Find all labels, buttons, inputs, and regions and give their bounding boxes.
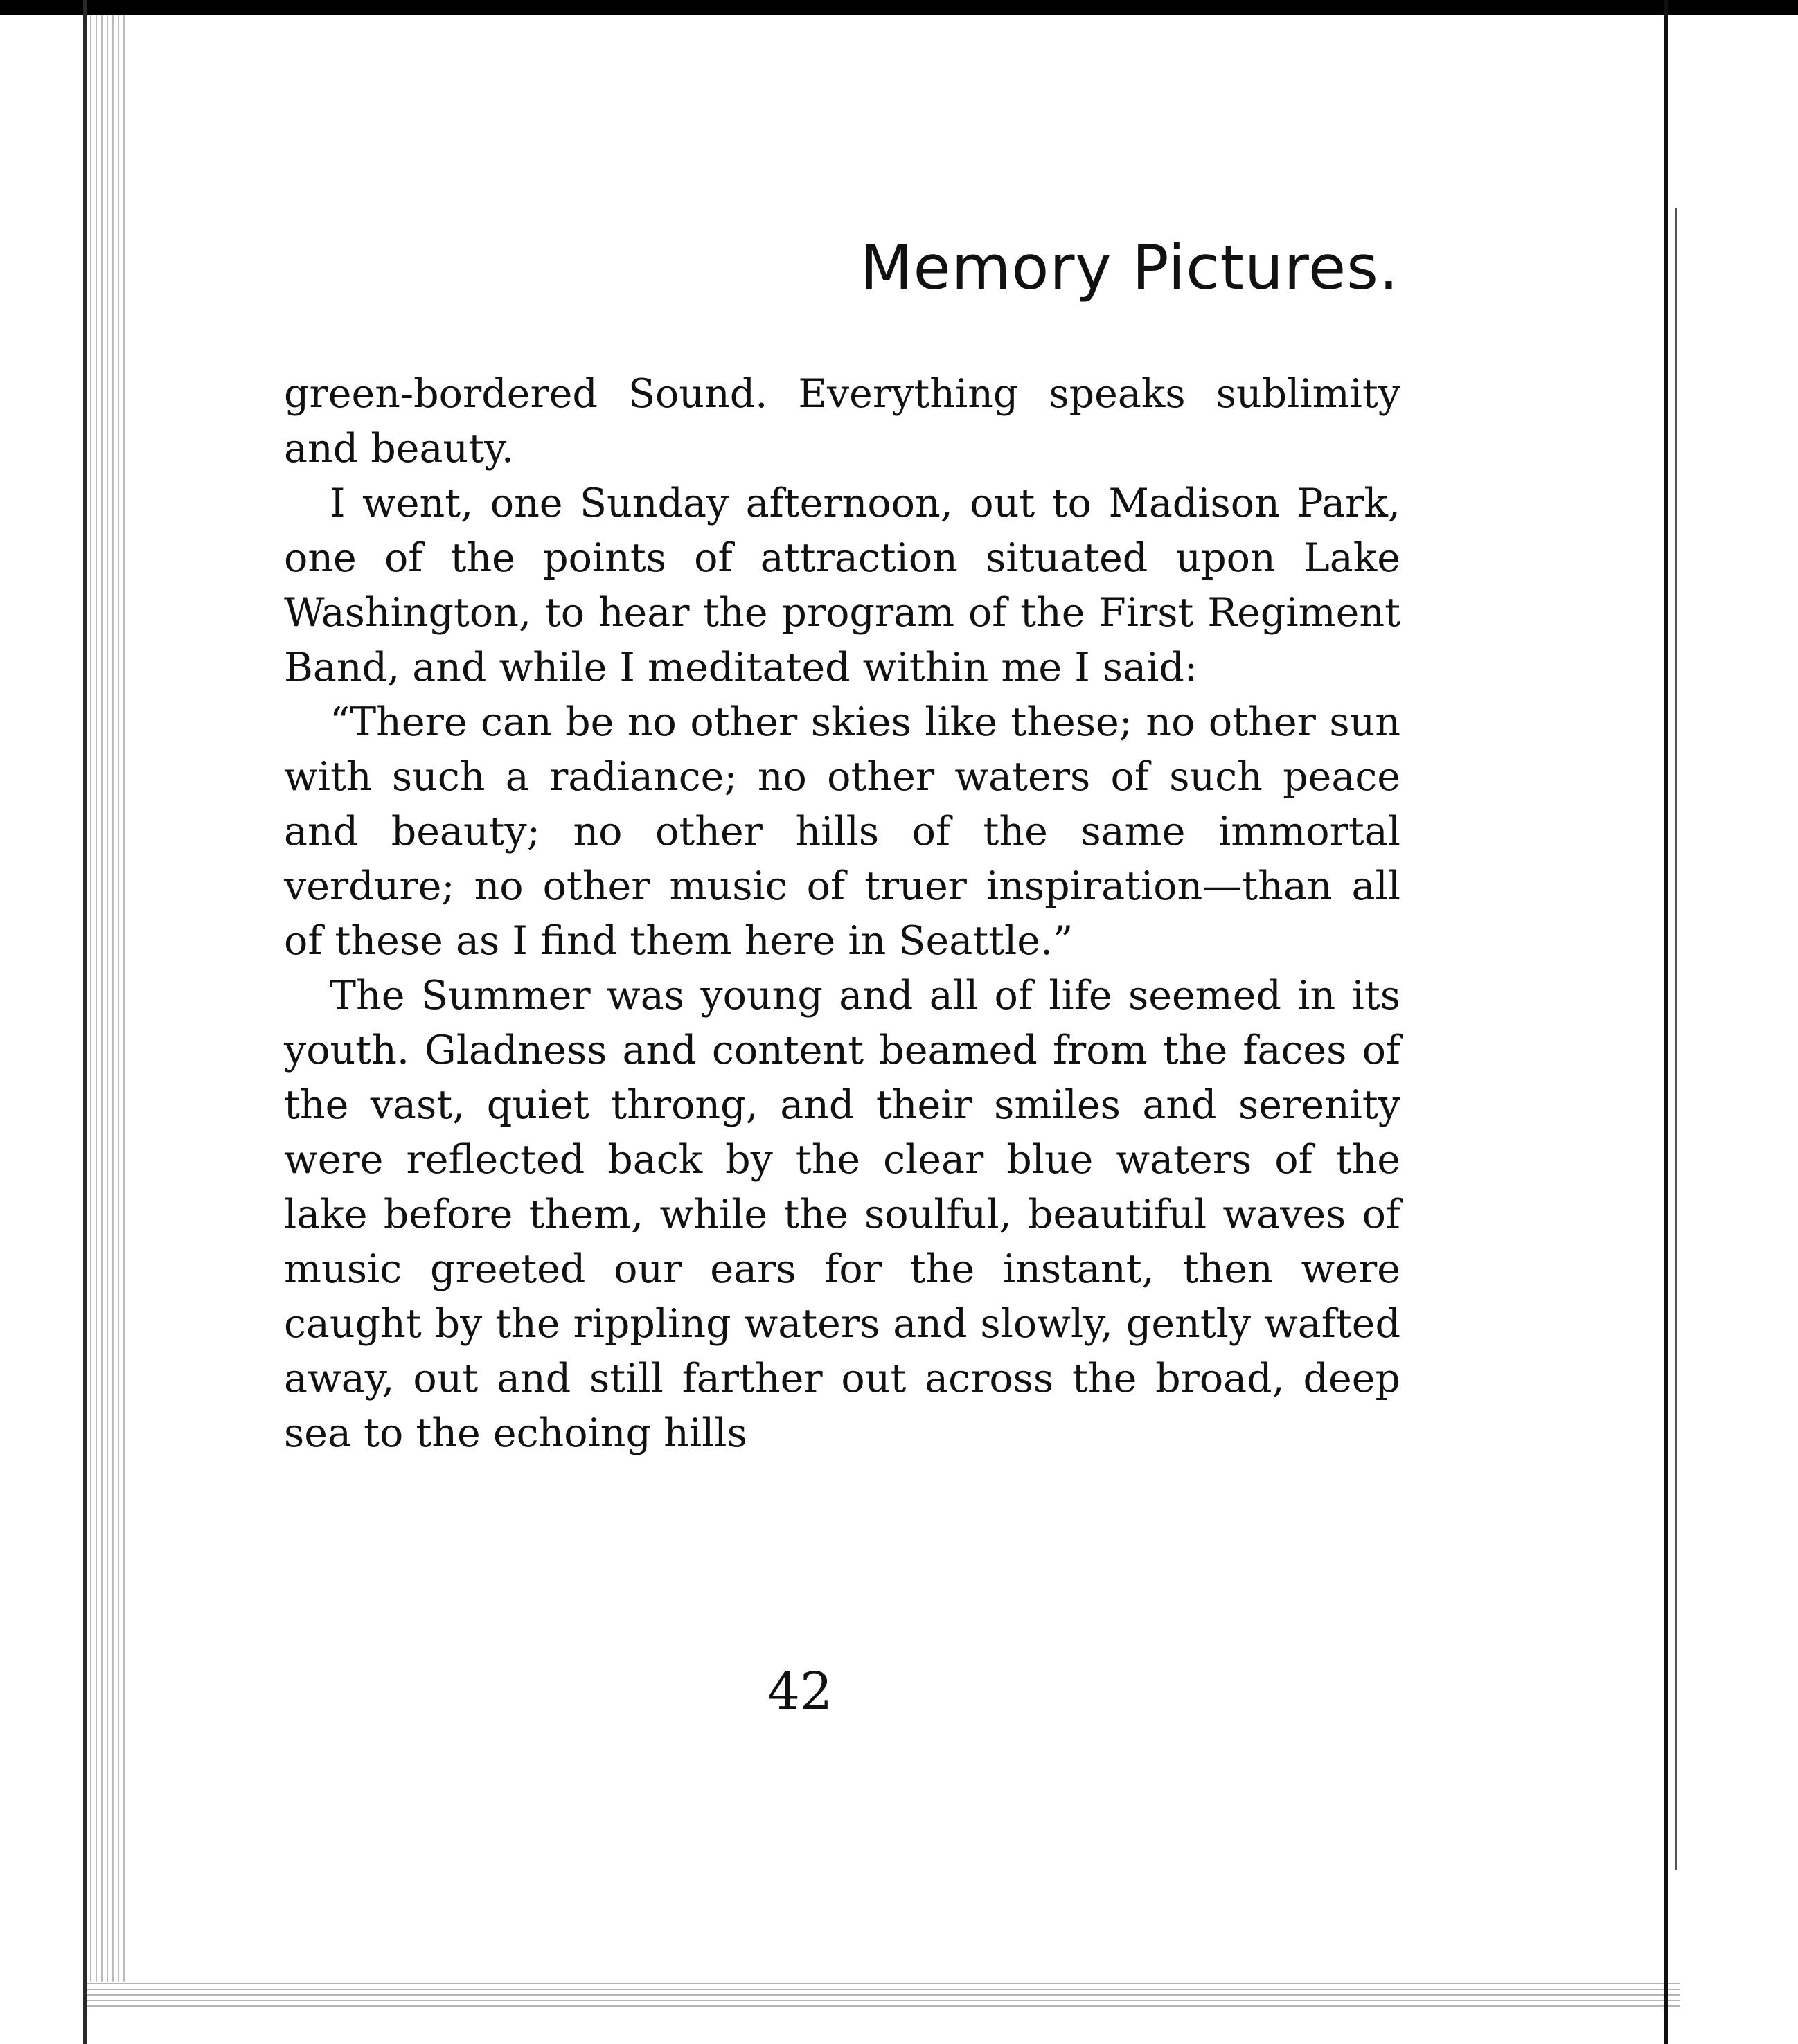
body-text bbox=[284, 367, 1400, 1461]
paragraph-continuation: green-bordered Sound. Everything speaks sublimity and beauty. bbox=[284, 371, 1400, 472]
running-title: Memory Pictures. bbox=[860, 232, 1399, 303]
scan-right-border bbox=[1664, 0, 1668, 2044]
book-spine-edge bbox=[83, 0, 87, 2044]
page-number: 42 bbox=[767, 1662, 833, 1721]
paragraph: I went, one Sunday afternoon, out to Madison Park, one of the points of attraction situated upon Lake Washington, to hear the program of the First Regiment Band, and while I meditated within me I said: bbox=[284, 481, 1400, 690]
page-stack-bottom-edge bbox=[87, 1983, 1680, 2008]
quoted-paragraph: “There can be no other skies like these; no other sun with such a radiance; no other waters of such peace and beauty; no other hills of the same immortal verdure; no other music of truer inspiration—than all of these as I find them here in Seattle.” bbox=[284, 699, 1400, 964]
page-stack-edge bbox=[90, 15, 129, 1982]
facing-page-edge bbox=[1675, 208, 1677, 1870]
scan-top-border bbox=[0, 0, 1798, 15]
paragraph: The Summer was young and all of life seemed in its youth. Gladness and content beamed from the faces of the vast, quiet throng, and their smiles and serenity were reflected back by the clear blue waters of the lake before them, while the soulful, beautiful waves of music greeted our ears for the instant, then were caught by the rippling waters and slowly, gently wafted away, out and still farther out across the broad, deep sea to the echoing hills bbox=[284, 973, 1400, 1456]
